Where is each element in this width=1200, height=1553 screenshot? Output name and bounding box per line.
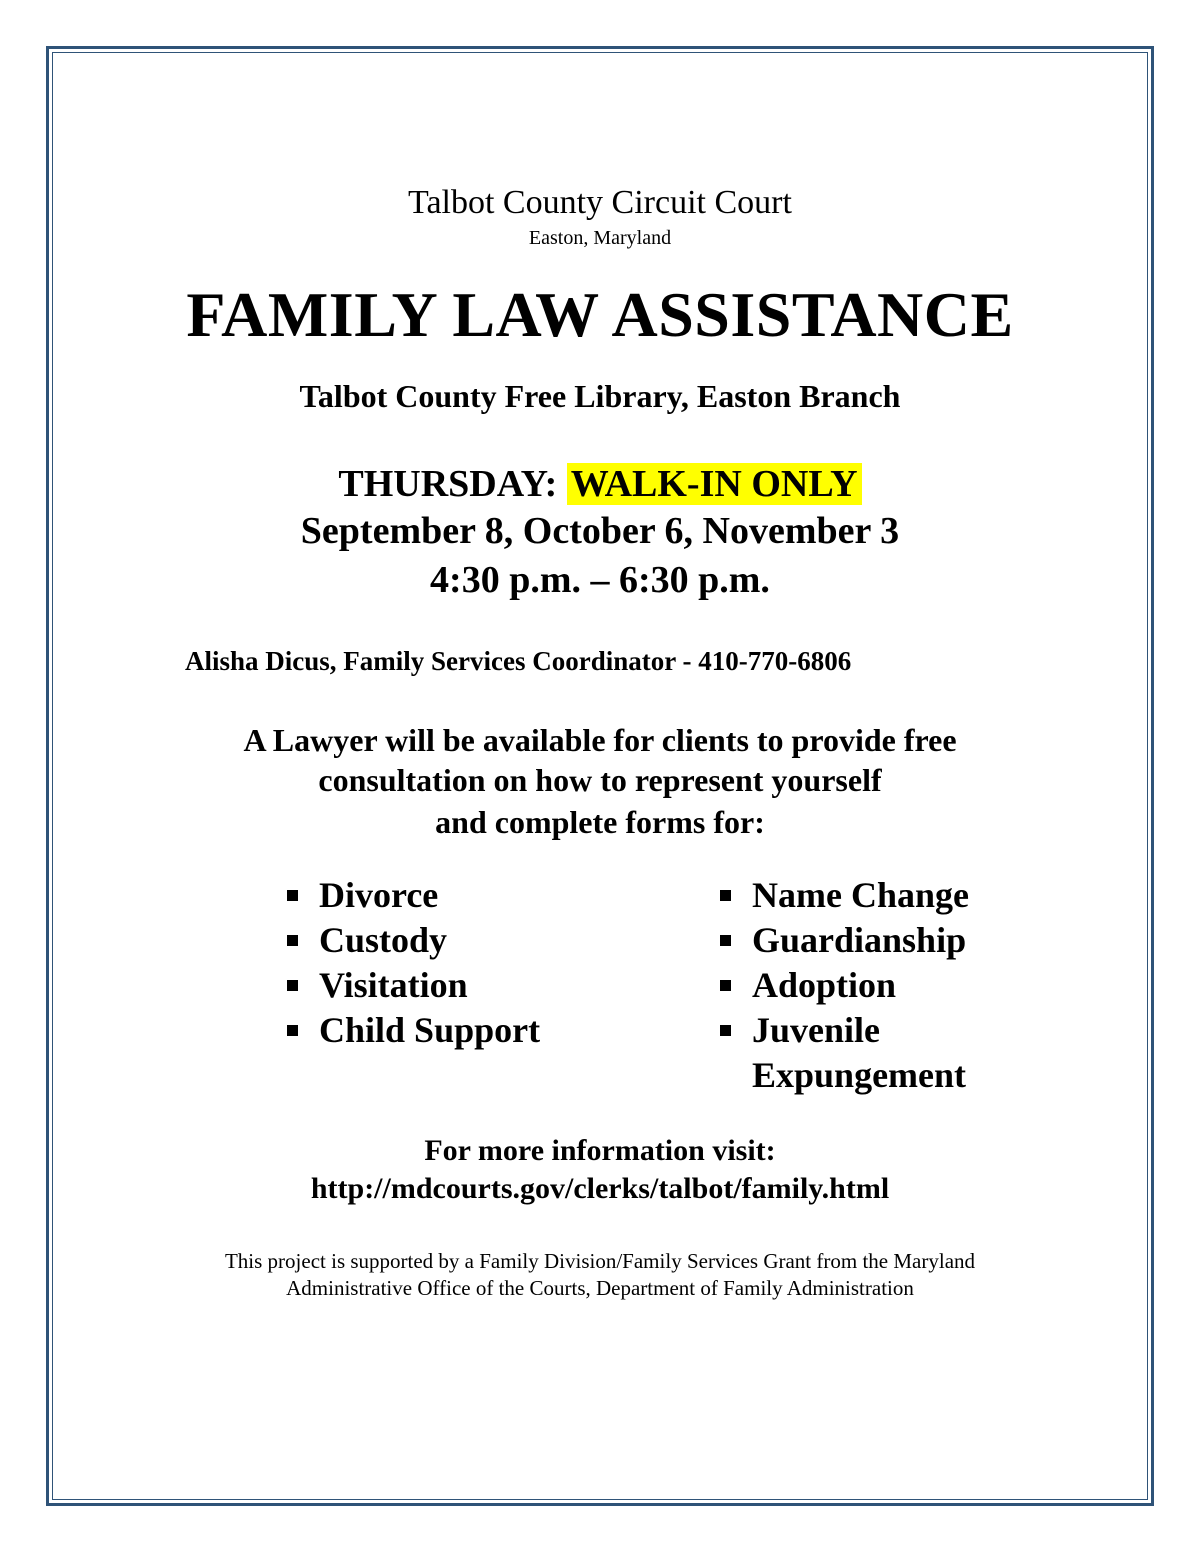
info-url: http://mdcourts.gov/clerks/talbot/family.html — [310, 1172, 890, 1205]
square-bullet-icon — [720, 1025, 731, 1036]
service-label: Juvenile Expungement — [752, 1010, 967, 1095]
list-item — [285, 918, 540, 963]
description-line: and complete forms for: — [435, 804, 765, 840]
service-label: Visitation — [319, 965, 468, 1005]
schedule-day — [0, 462, 1200, 506]
schedule-dates: September 8, October 6, November 3 — [300, 510, 900, 552]
service-label: Adoption — [752, 965, 897, 1005]
square-bullet-icon — [287, 935, 298, 946]
square-bullet-icon — [287, 890, 298, 901]
service-label: Guardianship — [752, 920, 967, 960]
service-label: Name Change — [752, 875, 969, 915]
footer-line: Administrative Office of the Courts, Department of Family Administration — [286, 1276, 914, 1300]
square-bullet-icon — [287, 980, 298, 991]
day-label: THURSDAY: — [338, 463, 558, 505]
footer-line: This project is supported by a Family Division/Family Services Grant from the Maryland — [224, 1249, 976, 1273]
list-item — [718, 963, 1018, 1008]
service-label: Child Support — [319, 1010, 541, 1050]
service-label: Divorce — [319, 875, 439, 915]
list-item — [285, 1008, 540, 1053]
list-item — [285, 873, 540, 918]
court-location: Easton, Maryland — [528, 227, 672, 249]
list-item — [285, 963, 540, 1008]
list-item — [718, 918, 1018, 963]
schedule-hours: 4:30 p.m. – 6:30 p.m. — [430, 559, 770, 601]
square-bullet-icon — [287, 1025, 298, 1036]
page-title: FAMILY LAW ASSISTANCE — [186, 279, 1014, 350]
square-bullet-icon — [720, 980, 731, 991]
walk-in-highlight: WALK-IN ONLY — [567, 463, 862, 505]
square-bullet-icon — [720, 890, 731, 901]
square-bullet-icon — [720, 935, 731, 946]
list-item — [718, 873, 1018, 918]
court-name: Talbot County Circuit Court — [408, 184, 792, 221]
description-line: A Lawyer will be available for clients to provide free — [243, 722, 957, 758]
more-info-label: For more information visit: — [424, 1134, 776, 1167]
services-list-right — [718, 873, 1018, 1098]
venue: Talbot County Free Library, Easton Branch — [299, 378, 901, 414]
description-line: consultation on how to represent yourself — [318, 762, 882, 798]
services-list-left — [285, 873, 540, 1053]
list-item — [718, 1008, 1018, 1098]
contact-info: Alisha Dicus, Family Services Coordinator - 410-770-6806 — [185, 646, 852, 676]
service-label: Custody — [319, 920, 448, 960]
